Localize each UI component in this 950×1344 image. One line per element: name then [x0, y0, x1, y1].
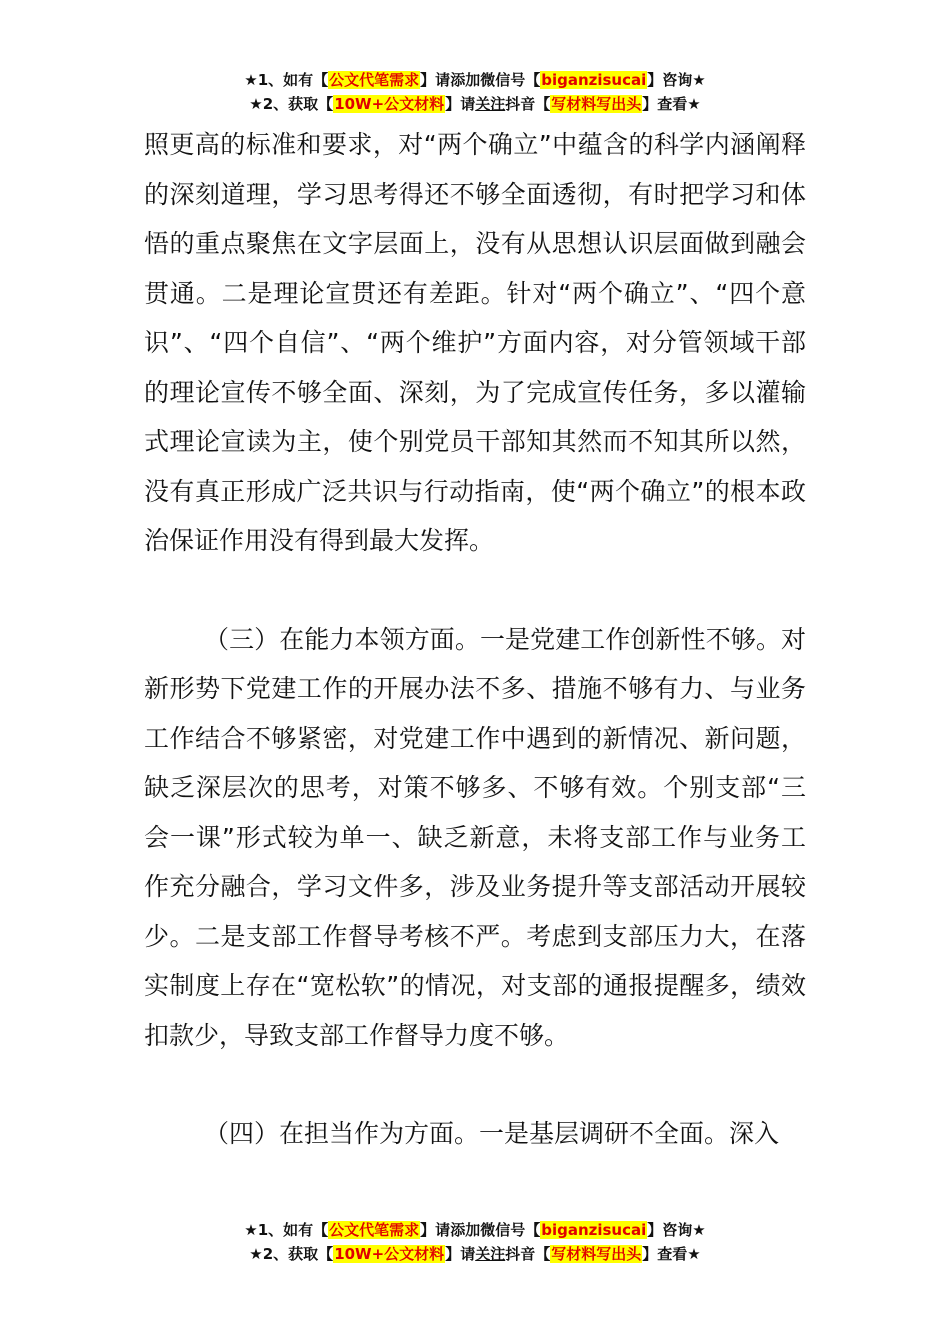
banner-text: ★1、如有【 — [244, 1221, 329, 1239]
banner-text: 】请 — [420, 71, 451, 89]
banner-highlight: biganzisucai — [541, 71, 647, 89]
header-banner — [0, 68, 950, 116]
banner-text: 关注 — [475, 1245, 506, 1263]
banner-highlight: 10W+公文材料 — [334, 95, 445, 113]
banner-text: 】咨询★ — [647, 1221, 706, 1239]
banner-text: 微信号【 — [480, 71, 541, 89]
banner-line-1 — [0, 68, 950, 92]
banner-text: 】请 — [445, 95, 476, 113]
banner-text: ★2、获取【 — [249, 1245, 334, 1263]
banner-highlight: 写材料写出头 — [551, 95, 642, 113]
banner-highlight: 公文代笔需求 — [329, 71, 420, 89]
banner-text: 抖音【 — [505, 95, 551, 113]
banner-highlight: 公文代笔需求 — [329, 1221, 420, 1239]
banner-highlight: 写材料写出头 — [551, 1245, 642, 1263]
paragraph: （四）在担当作为方面。一是基层调研不全面。深入 — [204, 1119, 780, 1148]
banner-line-1 — [0, 1218, 950, 1242]
banner-text: ★1、如有【 — [244, 71, 329, 89]
banner-text: 添加 — [450, 1221, 481, 1239]
banner-text: 】咨询★ — [647, 71, 706, 89]
banner-line-2 — [0, 92, 950, 116]
banner-text: 】请 — [420, 1221, 451, 1239]
paragraph: （三）在能力本领方面。一是党建工作创新性不够。对新形势下党建工作的开展办法不多、措施不够有力、与业务工作结合不够紧密，对党建工作中遇到的新情况、新问题，缺乏深层次的思考，对策不够多、不够有效。个别支部“三会一课”形式较为单一、缺乏新意，未将支部工作与业务工作充分融合，学习文件多，涉及业务提升等支部活动开展较少。二是支部工作督导考核不严。考虑到支部压力大，在落实制度上存在“宽松软”的情况，对支部的通报提醒多，绩效扣款少，导致支部工作督导力度不够。 — [144, 624, 806, 1050]
banner-text: 添加 — [450, 71, 481, 89]
banner-text: 】请 — [445, 1245, 476, 1263]
banner-highlight: biganzisucai — [541, 1221, 647, 1239]
paragraph: 照更高的标准和要求，对“两个确立”中蕴含的科学内涵阐释的深刻道理，学习思考得还不够全面透彻，有时把学习和体悟的重点聚焦在文字层面上，没有从思想认识层面做到融会贯通。二是理论宣贯还有差距。针对“两个确立”、“四个意识”、“四个自信”、“两个维护”方面内容，对分管领域干部的理论宣传不够全面、深刻，为了完成宣传任务，多以灌输式理论宣读为主，使个别党员干部知其然而不知其所以然，没有真正形成广泛共识与行动指南，使“两个确立”的根本政治保证作用没有得到最大发挥。 — [144, 130, 806, 555]
banner-text: 关注 — [475, 95, 506, 113]
banner-text: ★2、获取【 — [249, 95, 334, 113]
footer-banner — [0, 1218, 950, 1266]
banner-text: 】查看★ — [642, 95, 701, 113]
banner-text: 微信号【 — [480, 1221, 541, 1239]
banner-line-2 — [0, 1242, 950, 1266]
document-body — [144, 120, 806, 1159]
banner-text: 抖音【 — [505, 1245, 551, 1263]
banner-text: 】查看★ — [642, 1245, 701, 1263]
banner-highlight: 10W+公文材料 — [334, 1245, 445, 1263]
